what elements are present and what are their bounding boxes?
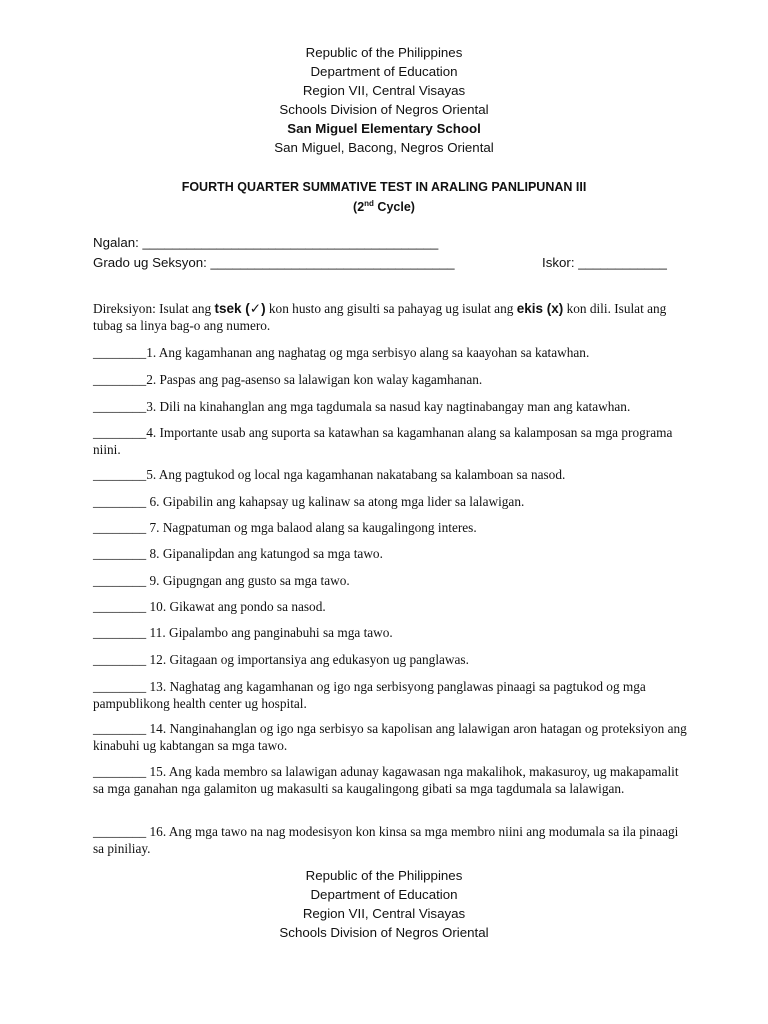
cycle-suffix: Cycle) bbox=[373, 200, 415, 214]
header-region: Region VII, Central Visayas bbox=[302, 906, 466, 921]
item-text: 11. Gipalambo ang panginabuhi sa mga tawo. bbox=[149, 625, 393, 640]
answer-blank[interactable]: ________ bbox=[93, 625, 150, 640]
test-item-15 bbox=[93, 763, 688, 797]
answer-blank[interactable]: ________ bbox=[93, 599, 150, 614]
header-division: Schools Division of Negros Oriental bbox=[279, 925, 489, 940]
header-school-address: San Miguel, Bacong, Negros Oriental bbox=[274, 140, 494, 155]
score-field[interactable]: Iskor: ____________ bbox=[542, 255, 667, 270]
test-item-10 bbox=[93, 598, 688, 615]
test-item-14 bbox=[93, 720, 688, 754]
answer-blank[interactable]: ________ bbox=[93, 399, 147, 414]
answer-blank[interactable]: ________ bbox=[93, 546, 150, 561]
school-header-repeat bbox=[0, 866, 768, 942]
answer-blank[interactable]: ________ bbox=[93, 652, 150, 667]
answer-blank[interactable]: ________ bbox=[93, 573, 150, 588]
answer-blank[interactable]: ________ bbox=[93, 679, 150, 694]
test-item-12 bbox=[93, 651, 688, 668]
test-item-4 bbox=[93, 424, 688, 458]
item-text: 1. Ang kagamhanan ang naghatag og mga serbisyo alang sa kaayohan sa katawhan. bbox=[146, 345, 590, 360]
test-item-11 bbox=[93, 624, 688, 641]
item-text: 12. Gitagaan og importansiya ang edukasyon ug panglawas. bbox=[149, 652, 469, 667]
test-item-13 bbox=[93, 678, 688, 712]
school-header bbox=[0, 43, 768, 157]
item-text: 6. Gipabilin ang kahapsay ug kalinaw sa atong mga lider sa lalawigan. bbox=[149, 494, 525, 509]
test-item-7 bbox=[93, 519, 688, 536]
item-text: 16. Ang mga tawo na nag modesisyon kon kinsa sa mga membro niini ang modumala sa ila pinaagi sa piniliay. bbox=[93, 824, 679, 856]
header-region: Region VII, Central Visayas bbox=[302, 83, 466, 98]
item-text: 14. Nanginahanglan og igo nga serbisyo sa kapolisan ang lalawigan aron hatagan og proteksiyon ang kinabuhi ug kabtangan sa mga tawo. bbox=[93, 721, 687, 753]
test-item-1 bbox=[93, 344, 688, 361]
item-text: 13. Naghatag ang kagamhanan og igo nga serbisyong panglawas pinaagi sa pagtukod og mga pampublikong health center ug hospital. bbox=[93, 679, 646, 711]
header-department: Department of Education bbox=[310, 64, 458, 79]
item-text: 7. Nagpatuman og mga balaod alang sa kaugalingong interes. bbox=[149, 520, 477, 535]
test-item-5 bbox=[93, 466, 688, 483]
item-text: 4. Importante usab ang suporta sa katawhan sa kagamhanan alang sa kalamposan sa mga programa niini. bbox=[93, 425, 673, 457]
name-field[interactable]: Ngalan: ________________________________________ bbox=[93, 235, 439, 250]
item-text: 8. Gipanalipdan ang katungod sa mga tawo. bbox=[149, 546, 383, 561]
item-text: 2. Paspas ang pag-asenso sa lalawigan kon walay kagamhanan. bbox=[146, 372, 483, 387]
test-title-block bbox=[0, 177, 768, 217]
test-item-3 bbox=[93, 398, 688, 415]
check-keyword: tsek (✓) bbox=[214, 301, 266, 316]
directions-text-2: kon husto ang gisulti sa pahayag ug isulat ang bbox=[265, 301, 517, 316]
item-text: 15. Ang kada membro sa lalawigan adunay kagawasan nga makalihok, makasuroy, ug makapamalit sa mga ganahan nga galamiton ug makasulti sa kaugalingong gibati sa mga tagdumala sa lalawigan. bbox=[93, 764, 679, 796]
answer-blank[interactable]: ________ bbox=[93, 721, 150, 736]
answer-blank[interactable]: ________ bbox=[93, 425, 147, 440]
test-item-2 bbox=[93, 371, 688, 388]
test-item-8 bbox=[93, 545, 688, 562]
test-title: FOURTH QUARTER SUMMATIVE TEST IN ARALING PANLIPUNAN III bbox=[181, 180, 587, 194]
cycle-prefix: (2 bbox=[353, 200, 365, 214]
item-text: 3. Dili na kinahanglan ang mga tagdumala sa nasud kay nagtinabangay man ang katawhan. bbox=[146, 399, 631, 414]
test-item-16 bbox=[93, 823, 688, 857]
grade-section-field[interactable]: Grado ug Seksyon: _________________________________ bbox=[93, 255, 455, 270]
item-text: 5. Ang pagtukod og local nga kagamhanan nakatabang sa kalamboan sa nasod. bbox=[146, 467, 566, 482]
test-item-6 bbox=[93, 493, 688, 510]
directions-text-3: kon dili. Isulat ang tubag sa linya bag-o ang numero. bbox=[93, 301, 667, 333]
item-text: 9. Gipugngan ang gusto sa mga tawo. bbox=[149, 573, 350, 588]
header-republic: Republic of the Philippines bbox=[305, 45, 463, 60]
header-school-name: San Miguel Elementary School bbox=[287, 121, 481, 136]
header-republic: Republic of the Philippines bbox=[305, 868, 463, 883]
answer-blank[interactable]: ________ bbox=[93, 372, 147, 387]
cycle-ordinal: nd bbox=[364, 198, 374, 208]
answer-blank[interactable]: ________ bbox=[93, 494, 150, 509]
x-keyword: ekis (x) bbox=[516, 301, 564, 316]
answer-blank[interactable]: ________ bbox=[93, 345, 147, 360]
answer-blank[interactable]: ________ bbox=[93, 824, 150, 839]
answer-blank[interactable]: ________ bbox=[93, 520, 150, 535]
test-cycle bbox=[0, 197, 768, 217]
header-department: Department of Education bbox=[310, 887, 458, 902]
header-division: Schools Division of Negros Oriental bbox=[279, 102, 489, 117]
directions-text-1: Direksiyon: Isulat ang bbox=[93, 301, 215, 316]
answer-blank[interactable]: ________ bbox=[93, 467, 147, 482]
test-item-9 bbox=[93, 572, 688, 589]
answer-blank[interactable]: ________ bbox=[93, 764, 150, 779]
directions bbox=[93, 300, 688, 334]
item-text: 10. Gikawat ang pondo sa nasod. bbox=[149, 599, 326, 614]
